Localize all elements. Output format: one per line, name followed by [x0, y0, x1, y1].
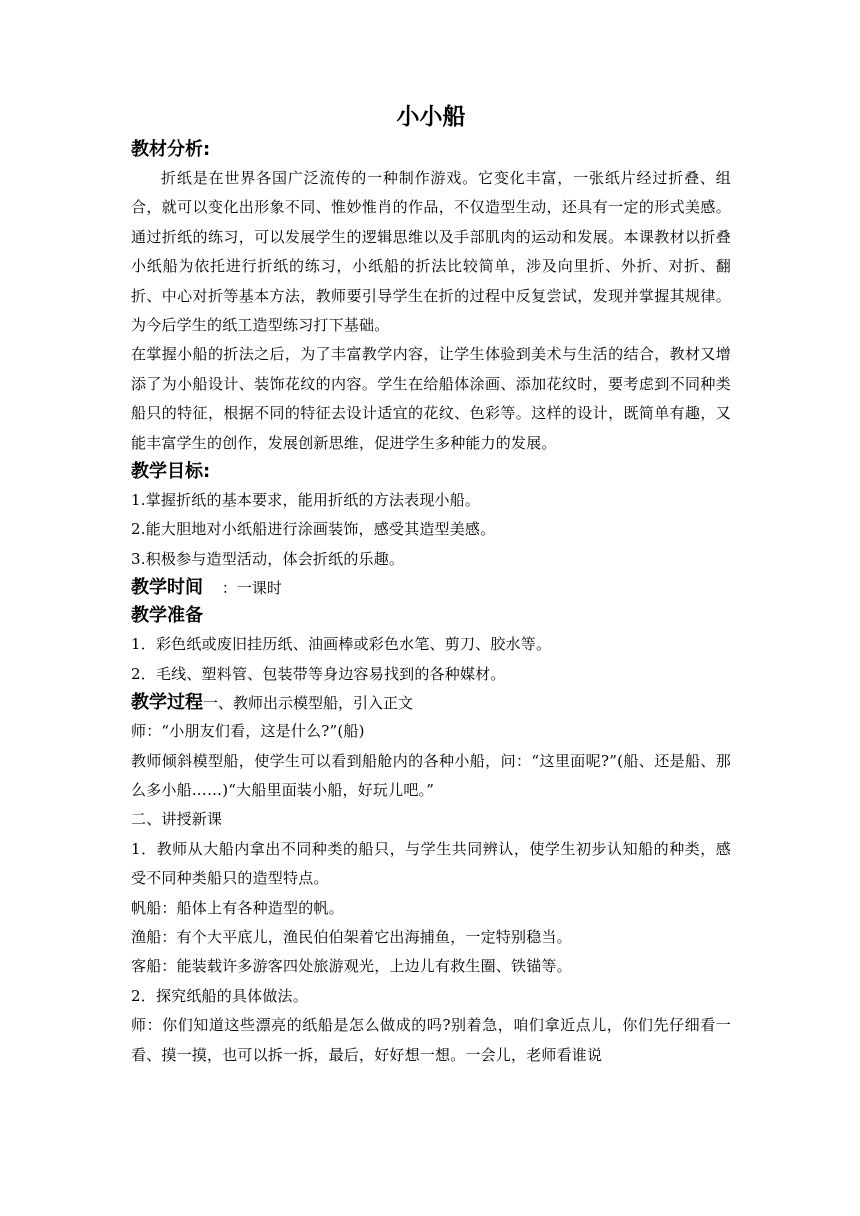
process-line-7: 客船：能装载许多游客四处旅游观光，上边儿有救生圈、铁锚等。: [131, 957, 572, 976]
process-line-1: 师：“小朋友们看，这是什么?”(船): [131, 722, 365, 741]
process-line-9: 师：你们知道这些漂亮的纸船是怎么做成的吗?别着急，咱们拿近点儿，你们先仔细看一看、摸一摸，也可以拆一拆，最后，好好想一想。一会儿，老师看谁说: [131, 1016, 731, 1064]
prep-item-1: 1．彩色纸或废旧挂历纸、油画棒或彩色水笔、剪刀、胶水等。: [131, 635, 552, 654]
process-line-8: 2．探究纸船的具体做法。: [131, 986, 308, 1005]
process-heading: [131, 689, 731, 717]
document-page: [131, 98, 731, 1070]
process-line-5: 帆船：船体上有各种造型的帆。: [131, 898, 344, 917]
time-heading-label: 教学时间: [131, 577, 203, 599]
process-line-2: 教师倾斜模型船，使学生可以看到船舱内的各种小船，问：“这里面呢?”(船、还是船、那么多小船……)“大船里面装小船，好玩儿吧。”: [131, 751, 731, 799]
goal-item-2: 2.能大胆地对小纸船进行涂画装饰，感受其造型美感。: [131, 520, 496, 539]
goal-item-3: 3.积极参与造型活动，体会折纸的乐趣。: [131, 549, 405, 568]
process-line-4: 1．教师从大船内拿出不同种类的船只，与学生共同辨认，使学生初步认知船的种类，感受不同种类船只的造型特点。: [131, 839, 731, 888]
prep-item-2: 2．毛线、塑料管、包装带等身边容易找到的各种媒材。: [131, 664, 506, 683]
analysis-paragraph-1: 折纸是在世界各国广泛流传的一种制作游戏。它变化丰富，一张纸片经过折叠、组合，就可以变化出形象不同、惟妙惟肖的作品，不仅造型生动，还具有一定的形式美感。通过折纸的练习，可以发展学生的逻辑思维以及手部肌肉的运动和发展。本课教材以折叠小纸船为依托进行折纸的练习，小纸船的折法比较简单，涉及向里折、外折、对折、翻折、中心对折等基本方法，教师要引导学生在折的过程中反复尝试，发现并掌握其规律。为今后学生的纸工造型练习打下基础。: [131, 169, 731, 335]
document-title: 小小船: [396, 104, 466, 130]
process-line-6: 渔船：有个大平底儿，渔民伯伯架着它出海捕鱼，一定特别稳当。: [131, 927, 572, 946]
process-heading-label: 教学过程: [131, 692, 203, 714]
process-heading-inline: 一、教师出示模型船，引入正文: [203, 694, 414, 713]
goals-heading: 教学目标:: [131, 461, 211, 483]
goal-item-1: 1.掌握折纸的基本要求，能用折纸的方法表现小船。: [131, 491, 481, 510]
time-value: ：一课时: [221, 579, 282, 598]
time-heading: [131, 574, 731, 602]
analysis-heading: 教材分析:: [131, 139, 211, 160]
analysis-paragraph-2: 在掌握小船的折法之后，为了丰富教学内容，让学生体验到美术与生活的结合，教材又增添了为小船设计、装饰花纹的内容。学生在给船体涂画、添加花纹时，要考虑到不同种类船只的特征，根据不同的特征去设计适宜的花纹、色彩等。这样的设计，既简单有趣，又能丰富学生的创作，发展创新思维，促进学生多种能力的发展。: [131, 345, 731, 452]
process-line-3: 二、讲授新课: [131, 810, 223, 829]
prep-heading: 教学准备: [131, 605, 203, 627]
